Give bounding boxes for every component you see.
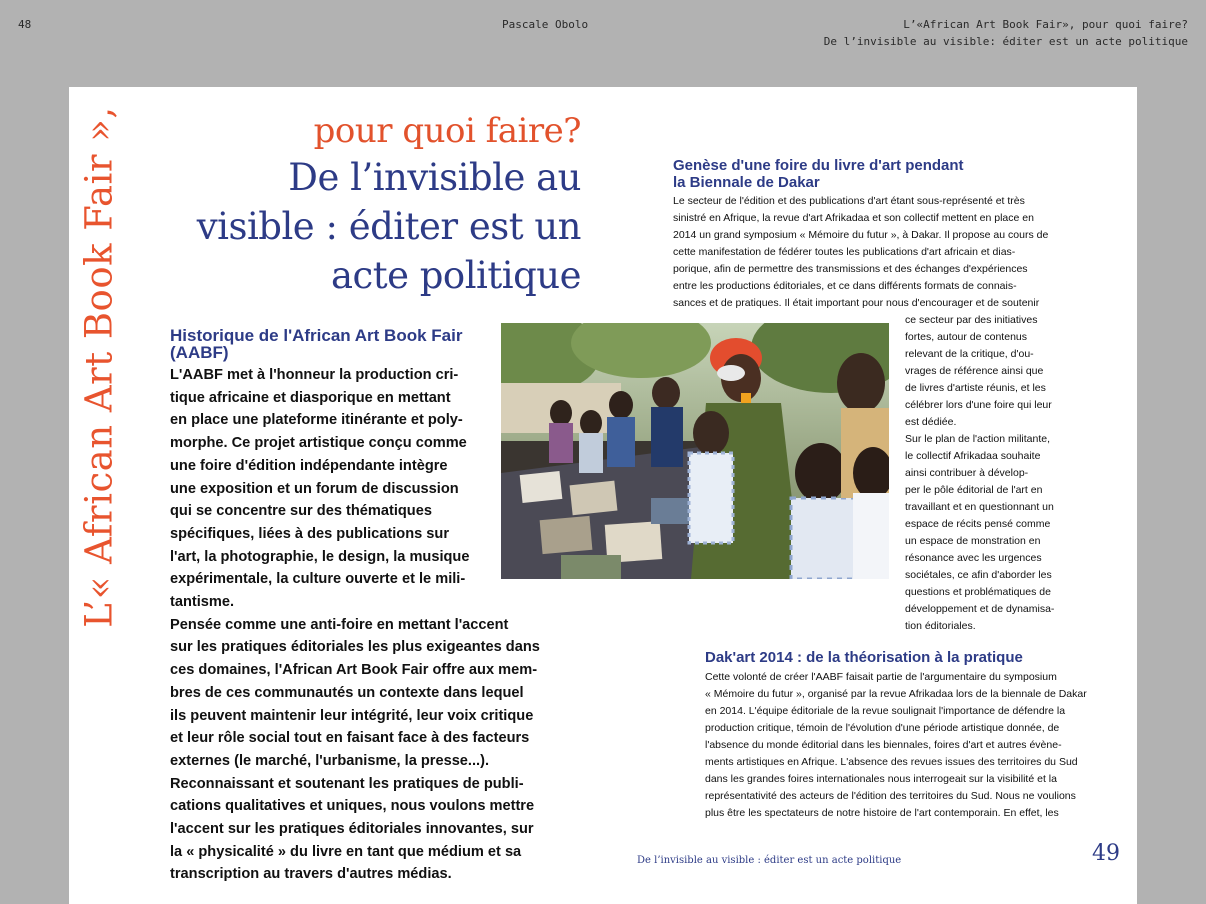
text-line: sinistré en Afrique, la revue d'art Afrikadaa et son collectif mettent en place en	[673, 212, 1034, 224]
book-fair-photo	[501, 323, 889, 579]
article-title	[197, 109, 581, 300]
text-line: la « physicalité » du livre en tant que médium et sa	[170, 843, 522, 860]
vertical-title	[69, 87, 129, 647]
text-line: externes (le marché, l'urbanisme, la presse...).	[170, 752, 490, 769]
text-line: le collectif Afrikadaa souhaite	[905, 450, 1041, 462]
text-line: l'art, la photographie, le design, la musique	[170, 548, 470, 565]
text-line: morphe. Ce projet artistique conçu comme	[170, 435, 467, 452]
text-line: Cette volonté de créer l'AABF faisait partie de l'argumentaire du symposium	[705, 671, 1057, 683]
text-line: Le secteur de l'édition et des publications d'art étant sous-représenté et très	[673, 195, 1025, 207]
text-line: 2014 un grand symposium « Mémoire du futur », à Dakar. Il propose au cours de	[673, 229, 1049, 241]
text-line: travaillant et en questionnant un	[905, 501, 1054, 513]
genese-body-narrow	[905, 312, 1054, 635]
genese-heading-line: la Biennale de Dakar	[673, 174, 820, 191]
text-line: sociétales, ce afin d'aborder les	[905, 569, 1052, 581]
text-line: « Mémoire du futur », organisé par la revue Afrikadaa lors de la biennale de Dakar	[705, 688, 1087, 700]
text-line: relevant de la critique, d'ou-	[905, 348, 1034, 360]
title-line-4: acte politique	[330, 254, 581, 297]
title-line-3: visible : éditer est un	[196, 205, 581, 248]
text-line: porique, afin de permettre des transmissions et des échanges d'expériences	[673, 263, 1028, 275]
text-line: en 2014. L'équipe éditoriale de la revue soulignait l'importance de défendre la	[705, 705, 1066, 717]
text-line: ces domaines, l'African Art Book Fair offre aux mem-	[170, 662, 538, 679]
text-line: de livres d'artiste réunis, et les	[905, 382, 1046, 394]
text-line: l'accent sur les pratiques éditoriales innovantes, sur	[170, 821, 534, 838]
page	[69, 87, 1137, 904]
text-line: est dédiée.	[905, 416, 957, 428]
header-title-line1: L’«African Art Book Fair», pour quoi faire?	[903, 18, 1188, 31]
text-line: une exposition et un forum de discussion	[170, 480, 459, 497]
text-line: développement et de dynamisa-	[905, 603, 1055, 615]
title-line-1: pour quoi faire?	[313, 111, 581, 151]
text-line: en place une plateforme itinérante et poly-	[170, 412, 463, 429]
text-line: spécifiques, liées à des publications sur	[170, 525, 449, 542]
text-line: cations qualitatives et uniques, nous voulons mettre	[170, 798, 535, 815]
vertical-title-text: L’« African Art Book Fair »,	[77, 106, 121, 628]
historique-heading-line: Historique de l'African Art Book Fair	[170, 326, 463, 345]
text-line: entre les productions éditoriales, et ce dans différents formats de connais-	[673, 280, 1017, 292]
footer-page-number: 49	[1092, 841, 1120, 866]
text-line: un espace de monstration en	[905, 535, 1041, 547]
text-line: sances et de pratiques. Il était important pour nous d'encourager et de soutenir	[673, 297, 1040, 309]
text-line: ments artistiques en Afrique. L'absence des revues issues des territoires du Sud	[705, 756, 1078, 768]
header-title-line2: De l’invisible au visible: éditer est un acte politique	[823, 35, 1188, 48]
text-line: cette manifestation de fédérer toutes les publications d'art africain et dias-	[673, 246, 1016, 258]
genese-heading	[673, 157, 964, 191]
text-line: expérimentale, la culture ouverte et le mili-	[170, 571, 466, 588]
dakart-body	[705, 669, 1087, 822]
text-line: qui se concentre sur des thématiques	[170, 503, 432, 520]
dakart-heading: Dak'art 2014 : de la théorisation à la pratique	[705, 649, 1023, 666]
text-line: ainsi contribuer à dévelop-	[905, 467, 1029, 479]
genese-body	[673, 193, 1048, 312]
text-line: vrages de référence ainsi que	[905, 365, 1044, 377]
text-line: Pensée comme une anti-foire en mettant l'accent	[170, 616, 509, 633]
text-line: sur les pratiques éditoriales les plus exigeantes dans	[170, 639, 540, 656]
text-line: représentativité des acteurs de l'édition des territoires du Sud. Nous ne voulions	[705, 790, 1076, 802]
historique-body	[170, 364, 540, 886]
text-line: L'AABF met à l'honneur la production cri-	[170, 367, 459, 383]
text-line: résonance avec les urgences	[905, 552, 1042, 564]
text-line: ils peuvent maintenir leur intégrité, leur voix critique	[170, 707, 534, 724]
title-line-2: De l’invisible au	[288, 156, 581, 199]
header-page-number: 48	[18, 18, 32, 31]
text-line: tion éditoriales.	[905, 620, 976, 632]
text-line: espace de récits pensé comme	[905, 518, 1051, 530]
text-line: tique africaine et diasporique en mettant	[170, 389, 451, 406]
text-line: bres de ces communautés un contexte dans lequel	[170, 684, 524, 701]
text-line: plus être les spectateurs de notre histoire de l'art contemporain. En effet, les	[705, 807, 1059, 819]
text-line: tantisme.	[170, 594, 235, 611]
text-line: Reconnaissant et soutenant les pratiques de publi-	[170, 775, 524, 792]
text-line: questions et problématiques de	[905, 586, 1051, 598]
header-title	[824, 16, 1188, 50]
text-line: et leur rôle social tout en faisant face à des facteurs	[170, 730, 530, 747]
text-line: production critique, témoin de l'évolution d'une période artistique donnée, de	[705, 722, 1060, 734]
historique-heading-line: (AABF)	[170, 343, 229, 362]
text-line: Sur le plan de l'action militante,	[905, 433, 1051, 445]
historique-heading	[170, 327, 462, 361]
genese-heading-line: Genèse d'une foire du livre d'art pendant	[673, 157, 964, 174]
text-line: transcription au travers d'autres médias.	[170, 866, 452, 883]
text-line: dans les grandes foires internationales nous interrogeait sur la visibilité et la	[705, 773, 1057, 785]
text-line: célébrer lors d'une foire qui leur	[905, 399, 1052, 411]
text-line: une foire d'édition indépendante intègre	[170, 457, 448, 474]
footer-running-title: De l’invisible au visible : éditer est un acte politique	[637, 855, 902, 866]
text-line: l'absence du monde éditorial dans les biennales, foires d'art et autres évène-	[705, 739, 1062, 751]
header-author: Pascale Obolo	[502, 18, 589, 31]
text-line: fortes, autour de contenus	[905, 331, 1027, 343]
text-line: ce secteur par des initiatives	[905, 314, 1038, 326]
text-line: per le pôle éditorial de l'art en	[905, 484, 1043, 496]
